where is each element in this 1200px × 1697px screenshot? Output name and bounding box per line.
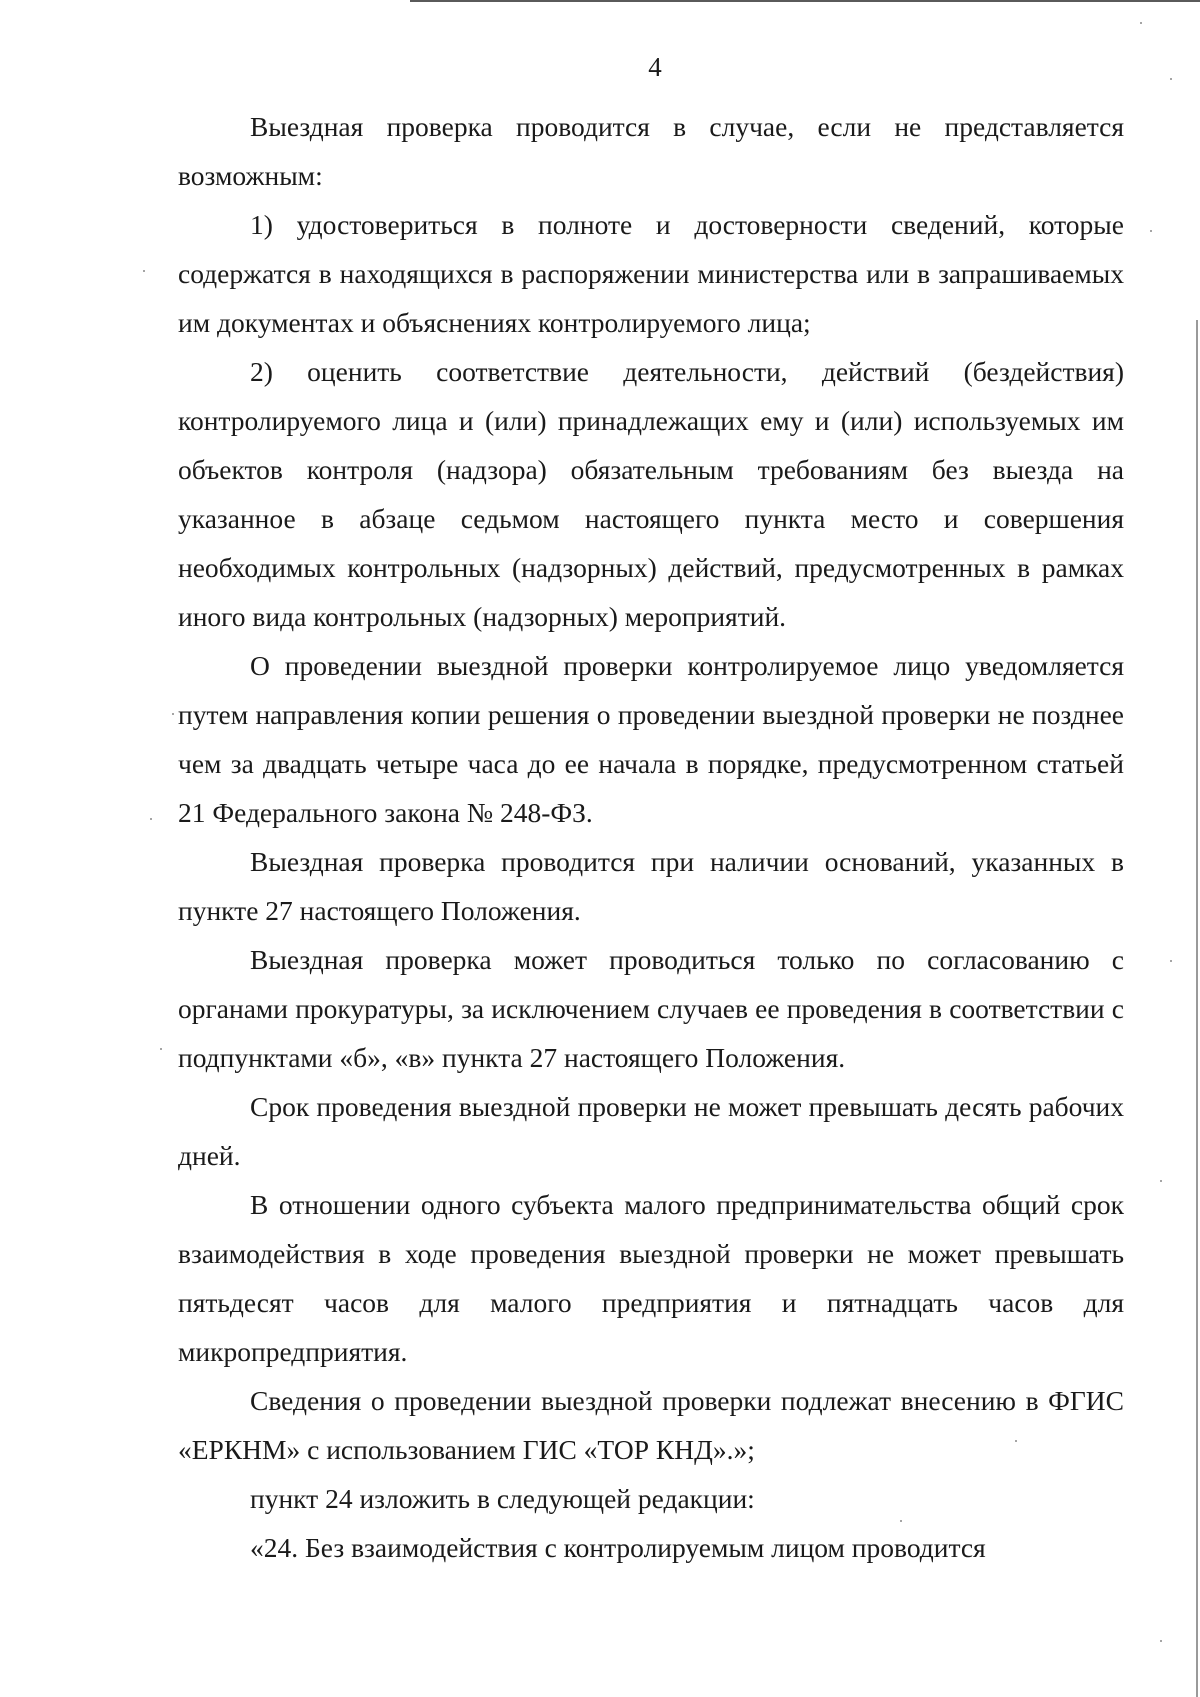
scan-speck [1170, 78, 1172, 80]
scan-speck [1150, 230, 1152, 232]
scan-speck [900, 1520, 902, 1522]
scan-speck [150, 818, 152, 820]
paragraph-field-inspection-conditions: Выездная проверка проводится в случае, если не представляется возможным: [178, 111, 1124, 191]
paragraph-item-2: 2) оценить соответствие деятельности, действий (бездействия) контролируемого лица и (или) принадлежащих ему и (или) используемых им объектов контроля (надзора) обязательным требованиям без выезда на указанное в абзаце седьмом настоящего пункта место и совершения необходимых контрольных (надзорных) действий, предусмотренных в рамках иного вида контрольных (надзорных) мероприятий. [178, 356, 1124, 632]
scan-speck [1160, 1180, 1162, 1182]
paragraph-item-1: 1) удостовериться в полноте и достоверности сведений, которые содержатся в находящихся в распоряжении министерства или в запрашиваемых им документах и объяснениях контролируемого лица; [178, 209, 1124, 338]
paragraph-grounds: Выездная проверка проводится при наличии оснований, указанных в пункте 27 настоящего Положения. [178, 846, 1124, 926]
scan-speck [1140, 22, 1142, 24]
paragraph-prosecutor-approval: Выездная проверка может проводиться только по согласованию с органами прокуратуры, за исключением случаев ее проведения в соответствии с подпунктами «б», «в» пункта 27 настоящего Положения. [178, 944, 1124, 1073]
scan-right-border [1196, 320, 1198, 1697]
scan-top-border [410, 0, 1200, 2]
page-number: 4 [648, 52, 662, 82]
paragraph-registry: Сведения о проведении выездной проверки подлежат внесению в ФГИС «ЕРКНМ» с использованием ГИС «ТОР КНД».»; [178, 1385, 1124, 1465]
scan-speck [143, 270, 145, 272]
document-body [178, 102, 1124, 1572]
scan-speck [1170, 960, 1172, 962]
scan-speck [160, 1048, 162, 1050]
paragraph-item-24-start: «24. Без взаимодействия с контролируемым лицом проводится [250, 1532, 986, 1563]
paragraph-duration: Срок проведения выездной проверки не может превышать десять рабочих дней. [178, 1091, 1124, 1171]
scan-speck [1160, 1640, 1162, 1642]
paragraph-item-24-intro: пункт 24 изложить в следующей редакции: [250, 1483, 755, 1514]
paragraph-notification: О проведении выездной проверки контролируемое лицо уведомляется путем направления копии решения о проведении выездной проверки не позднее чем за двадцать четыре часа до ее начала в порядке, предусмотренном статьей 21 Федерального закона № 248-ФЗ. [178, 650, 1124, 828]
scan-speck [1015, 1440, 1017, 1442]
paragraph-small-business: В отношении одного субъекта малого предпринимательства общий срок взаимодействия в ходе проведения выездной проверки не может превышать пятьдесят часов для малого предприятия и пятнадцать часов для микропредприятия. [178, 1189, 1124, 1367]
scan-speck [172, 713, 174, 715]
